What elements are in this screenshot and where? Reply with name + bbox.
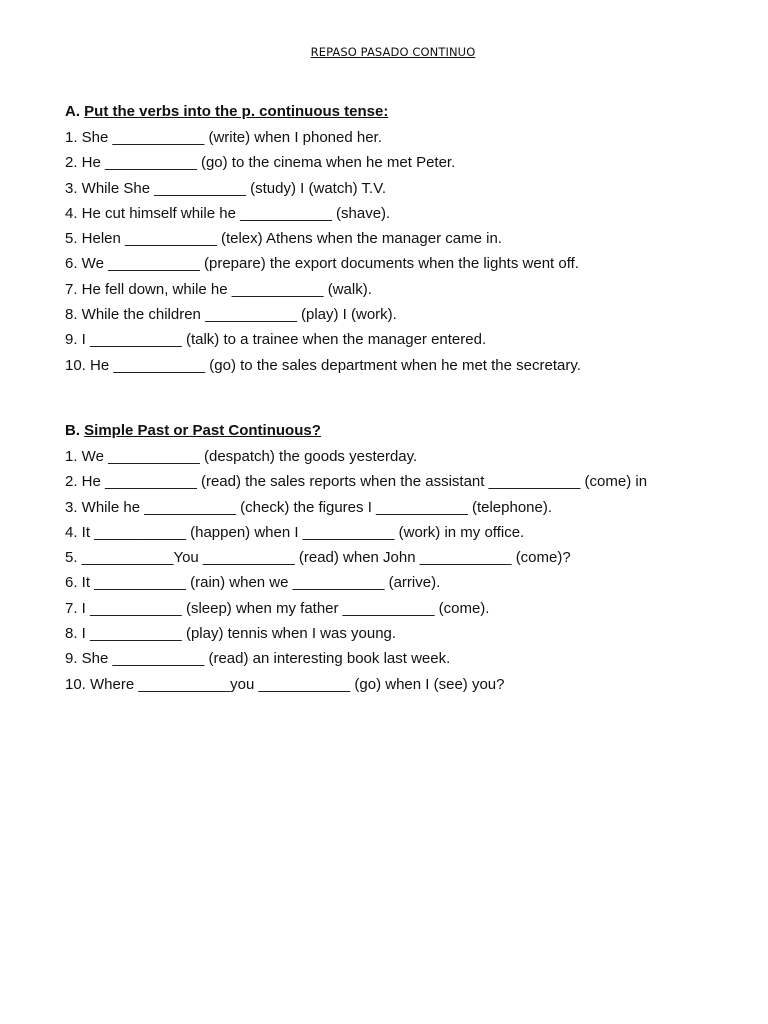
exercise-item: 10. He ___________ (go) to the sales department when he met the secretary. [65, 356, 581, 374]
exercise-item: 7. He fell down, while he ___________ (walk). [65, 280, 372, 298]
exercise-item: 5. ___________You ___________ (read) when John ___________ (come)? [65, 549, 571, 567]
section-b-heading-text: Simple Past or Past Continuous? [84, 422, 321, 439]
exercise-item: 3. While he ___________ (check) the figures I ___________ (telephone). [65, 498, 553, 516]
section-b-prefix: B. [65, 422, 80, 439]
exercise-item: 6. We ___________ (prepare) the export documents when the lights went off. [65, 255, 579, 273]
exercise-item: 10. Where ___________you ___________ (go) when I (see) you? [65, 675, 505, 693]
exercise-item: 8. I ___________ (play) tennis when I was young. [65, 625, 397, 643]
exercise-item: 1. We ___________ (despatch) the goods yesterday. [65, 448, 418, 465]
exercise-item: 2. He ___________ (read) the sales reports when the assistant ___________ (come) in [65, 473, 648, 491]
section-a-prefix: A. [65, 103, 80, 120]
exercise-item: 1. She ___________ (write) when I phoned her. [65, 129, 382, 146]
page-title: REPASO PASADO CONTINUO [310, 45, 476, 59]
section-b [65, 421, 755, 699]
exercise-item: 9. I ___________ (talk) to a trainee when the manager entered. [65, 331, 487, 349]
exercise-item: 5. Helen ___________ (telex) Athens when the manager came in. [65, 230, 502, 248]
exercise-item: 6. It ___________ (rain) when we ___________ (arrive). [65, 574, 441, 592]
exercise-item: 4. It ___________ (happen) when I ___________ (work) in my office. [65, 523, 525, 541]
exercise-item: 3. While She ___________ (study) I (watch) T.V. [65, 179, 387, 197]
exercise-item: 8. While the children ___________ (play) I (work). [65, 306, 397, 324]
exercise-item: 4. He cut himself while he ___________ (shave). [65, 204, 391, 222]
exercise-item: 9. She ___________ (read) an interesting book last week. [65, 650, 451, 668]
exercise-item: 2. He ___________ (go) to the cinema when he met Peter. [65, 154, 456, 172]
section-b-heading [65, 421, 755, 446]
section-a-heading [65, 102, 755, 127]
section-a [65, 102, 755, 380]
exercise-item: 7. I ___________ (sleep) when my father ___________ (come). [65, 599, 490, 617]
section-a-heading-text: Put the verbs into the p. continuous tense: [84, 103, 389, 120]
